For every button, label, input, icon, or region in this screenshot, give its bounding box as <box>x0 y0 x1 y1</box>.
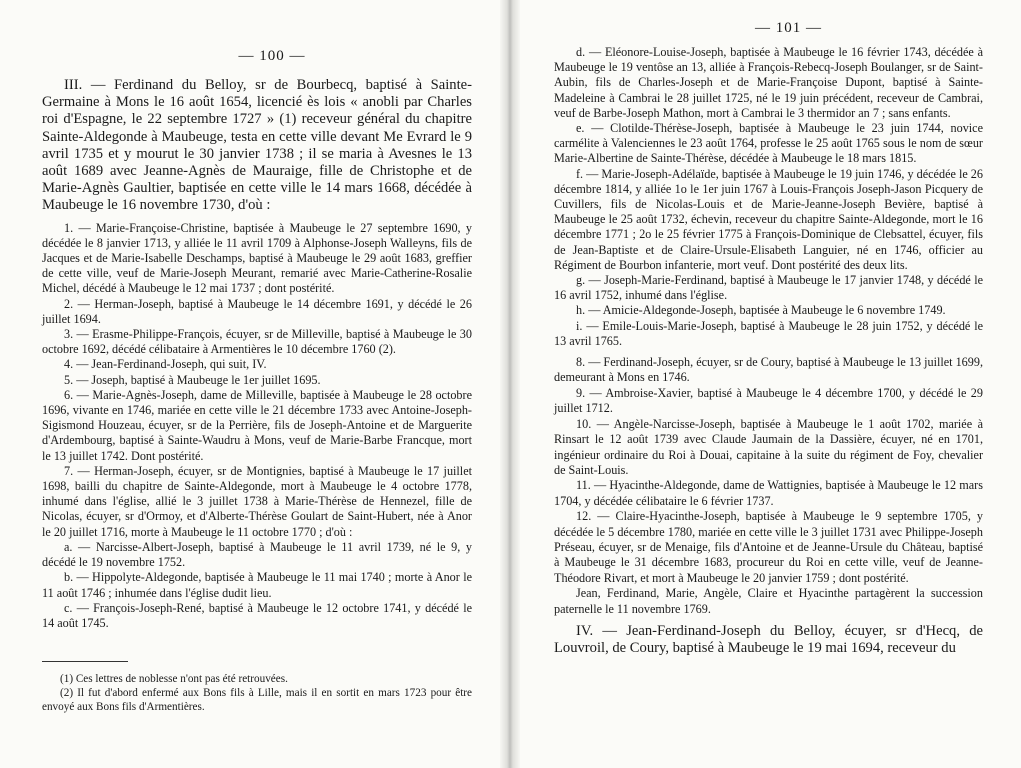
footnote: (2) Il fut d'abord enfermé aux Bons fils à Lille, mais il en sortit en mars 1723 pour être envoyé aux Bons fils d'Armentières. <box>42 687 472 714</box>
list-item: 5. — Joseph, baptisé à Maubeuge le 1er juillet 1695. <box>64 372 321 387</box>
left-page <box>0 0 506 768</box>
list-item: 2. — Herman-Joseph, baptisé à Maubeuge le 14 décembre 1691, y décédé le 26 juillet 1694. <box>42 296 472 326</box>
sub-list-item: h. — Amicie-Aldegonde-Joseph, baptisée à Maubeuge le 6 novembre 1749. <box>576 303 946 318</box>
list-item: 1. — Marie-Françoise-Christine, baptisée à Maubeuge le 27 septembre 1690, y décédée le 8 janvier 1713, y alliée le 11 avril 1709 à Alphonse-Joseph Walleyns, fils de Jacques et de Marie-Isabelle Deschamps, baptisé à Maubeuge le 29 août 1683, greffier de cette ville, veuf de Marie-Joseph Meurant, remarié avec Marie-Catherine-Rosalie Michel, décédé à Maubeuge le 12 mai 1737 ; dont postérité. <box>42 220 472 296</box>
list-item: 12. — Claire-Hyacinthe-Joseph, baptisée à Maubeuge le 9 septembre 1705, y décédée le 5 décembre 1780, mariée en cette ville le 3 juillet 1731 avec Philippe-Joseph Préseau, écuyer, sr de Menaige, fils d'Antoine et de Jeanne-Ursule du Château, baptisé à Maubeuge le 31 décembre 1683, procureur du Roi en cette ville, veuf de Jeanne-Théodore Rivart, et mort à Maubeuge le 20 janvier 1759 ; dont postérité. <box>554 509 983 585</box>
sub-list-item: b. — Hippolyte-Aldegonde, baptisée à Maubeuge le 11 mai 1740 ; morte à Anor le 11 août 1746 ; inhumée dans l'église dudit lieu. <box>42 570 472 600</box>
list-item: 6. — Marie-Agnès-Joseph, dame de Milleville, baptisée à Maubeuge le 28 octobre 1696, vivante en 1746, mariée en cette ville le 21 décembre 1733 avec Antoine-Joseph-Sigismond Houzeau, écuyer, sr de la Perrière, fils de Joseph-Antoine et de Marguerite d'Ardembourg, baptisé à Sainte-Waudru à Mons, veuf de Marie-Barbe Francque, mort le 13 juillet 1742. Dont postérité. <box>42 387 472 463</box>
paragraph-generation-iv: IV. — Jean-Ferdinand-Joseph du Belloy, écuyer, sr d'Hecq, de Louvroil, de Coury, baptisé à Maubeuge le 19 mai 1694, receveur du <box>554 622 983 657</box>
list-item: 4. — Jean-Ferdinand-Joseph, qui suit, IV. <box>64 357 267 372</box>
list-item: 7. — Herman-Joseph, écuyer, sr de Montignies, baptisé à Maubeuge le 17 juillet 1698, bailli du chapitre de Sainte-Aldegonde, mort à Maubeuge le 4 octobre 1778, inhumé dans l'église, allié le 3 juillet 1738 à Marie-Thérèse de Hennezel, fille de Nicolas, écuyer, sr d'Ormoy, et d'Alberte-Thérèse Goulart de Saint-Hubert, née à Anor le 20 juillet 1716, morte à Maubeuge le 11 octobre 1770 ; d'où : <box>42 463 472 539</box>
sub-list-item: g. — Joseph-Marie-Ferdinand, baptisé à Maubeuge le 17 janvier 1748, y décédé le 16 avril 1752, inhumé dans l'église. <box>554 273 983 303</box>
sub-list-item: e. — Clotilde-Thérèse-Joseph, baptisée à Maubeuge le 23 juin 1744, novice carmélite à Valenciennes le 23 août 1764, professe le 25 août 1765 sous le nom de sœur Marie-Albertine de Sainte-Thérèse, décédée à Maubeuge le 18 mars 1815. <box>554 121 983 166</box>
paragraph-generation-iii: III. — Ferdinand du Belloy, sr de Bourbecq, baptisé à Sainte-Germaine à Mons le 16 août 1654, licencié ès lois « anobli par Charles roi d'Espagne, le 22 septembre 1727 » (1) receveur général du chapitre Sainte-Aldegonde à Maubeuge, testa en cette ville devant Me Evrard le 9 avril 1735 et y mourut le 30 janvier 1738 ; il se maria à Avesnes le 13 août 1689 avec Jeanne-Agnès de Mauraige, fille de Christophe et de Marie-Agnès Gaultier, baptisée en cette ville le 14 mars 1668, décédée à Maubeuge le 16 novembre 1730, d'où : <box>42 77 472 214</box>
sub-list-item: f. — Marie-Joseph-Adélaïde, baptisée à Maubeuge le 19 juin 1746, y décédée le 26 décembre 1814, y alliée 1o le 1er juin 1767 à Louis-François Joseph-Jason Picquery de Cuvillers, fils de Nicolas-Louis et de Marie-Jeanne-Joseph Bevière, baptisé à Maubeuge le 25 août 1732, échevin, receveur du chapitre Sainte-Aldegonde, mort le 16 décembre 1771 ; 2o le 25 février 1775 à François-Dominique de Clebsattel, écuyer, fils de Jean-Baptiste et de Claire-Ursule-Elisabeth Languier, né en 1746, officier au Régiment de Bourbon infanterie, mort veuf. Dont postérité des deux lits. <box>554 166 983 272</box>
list-item: 11. — Hyacinthe-Aldegonde, dame de Wattignies, baptisée à Maubeuge le 12 mars 1704, y décédée célibataire le 6 février 1737. <box>554 478 983 508</box>
list-item: 9. — Ambroise-Xavier, baptisé à Maubeuge le 4 décembre 1700, y décédé le 29 juillet 1712. <box>554 385 983 416</box>
list-item: 8. — Ferdinand-Joseph, écuyer, sr de Coury, baptisé à Maubeuge le 13 juillet 1699, demeurant à Mons en 1746. <box>554 355 983 385</box>
footnote-rule <box>42 661 128 662</box>
sub-list-item: c. — François-Joseph-René, baptisé à Maubeuge le 12 octobre 1741, y décédé le 14 août 1745. <box>42 600 472 630</box>
page-number: — 100 — <box>238 48 306 64</box>
list-item: 3. — Erasme-Philippe-François, écuyer, sr de Milleville, baptisé à Maubeuge le 30 octobre 1692, décédé célibataire à Armentières le 10 décembre 1760 (2). <box>42 327 472 357</box>
sub-list-item: i. — Emile-Louis-Marie-Joseph, baptisé à Maubeuge le 28 juin 1752, y décédé le 13 avril 1765. <box>554 318 983 348</box>
right-page <box>514 0 1021 768</box>
sub-list-item: d. — Eléonore-Louise-Joseph, baptisée à Maubeuge le 16 février 1743, décédée à Maubeuge le 19 ventôse an 13, alliée à François-Rebecq-Joseph Boulanger, sr de Saint-Aubin, fils de Charles-Joseph et de Marie-Françoise Dupont, baptisé à Sainte-Madeleine à Cambrai le 28 juillet 1725, né le 19 juin précédent, receveur de Cambrai, veuf de Barbe-Joseph Mathon, mort à Cambrai le 3 thermidor an 7 ; sans enfants. <box>554 45 983 120</box>
list-item: 10. — Angèle-Narcisse-Joseph, baptisée à Maubeuge le 1 août 1702, mariée à Rinsart le 12 août 1739 avec Claude Jaumain de la Dassière, écuyer, né en 1701, ingénieur ordinaire du Roi à Douai, capitaine à la suite du régiment de Foy, chevalier de Saint-Louis. <box>554 416 983 477</box>
sub-list-item: a. — Narcisse-Albert-Joseph, baptisé à Maubeuge le 11 avril 1739, né le 9, y décédé le 19 novembre 1752. <box>42 539 472 570</box>
footnote: (1) Ces lettres de noblesse n'ont pas été retrouvées. <box>60 673 288 686</box>
succession-note: Jean, Ferdinand, Marie, Angèle, Claire et Hyacinthe partagèrent la succession paternelle le 11 novembre 1769. <box>554 586 983 616</box>
page-number: — 101 — <box>755 20 822 36</box>
